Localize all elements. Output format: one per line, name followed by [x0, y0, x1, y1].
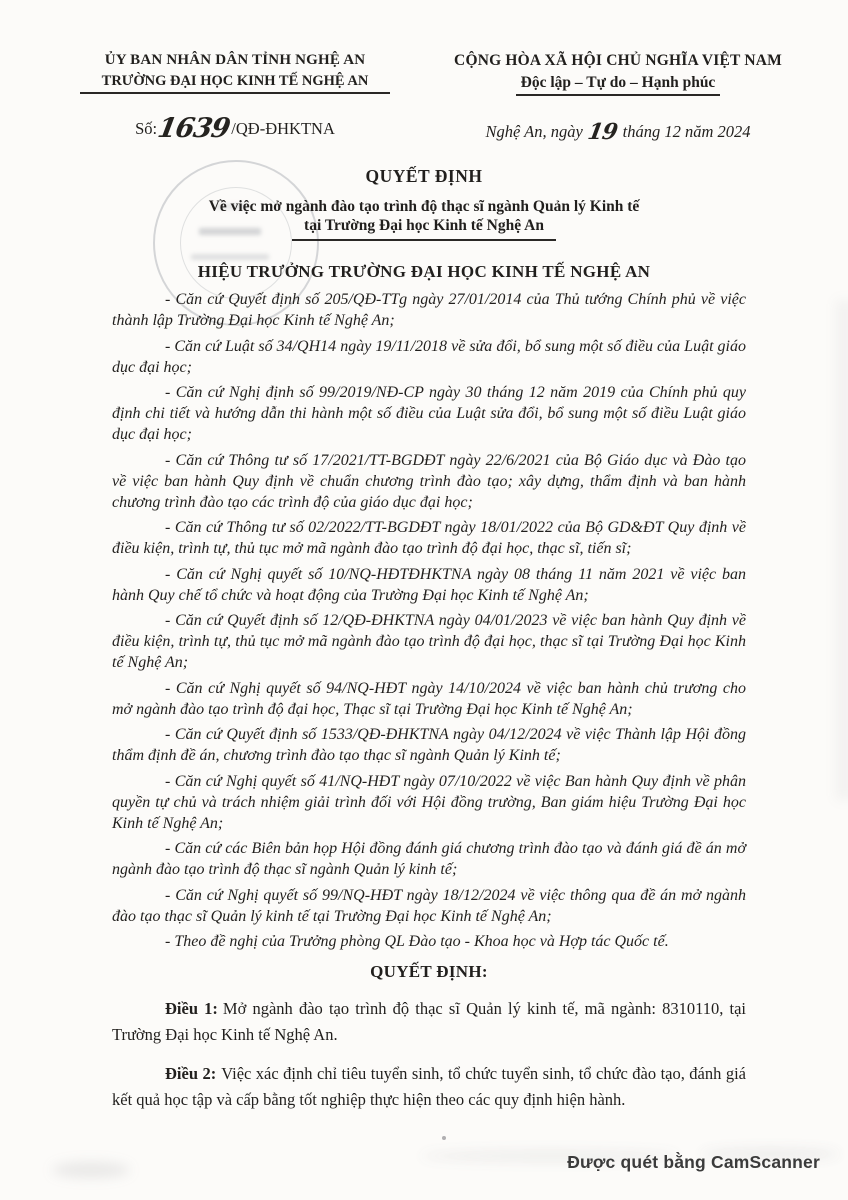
article-1-label: Điều 1:	[165, 999, 218, 1018]
recital-paragraph: - Theo đề nghị của Trưởng phòng QL Đào tạo - Khoa học và Hợp tác Quốc tế.	[165, 933, 669, 950]
recital-paragraph: - Căn cứ các Biên bản họp Hội đồng đánh giá chương trình đào tạo và đánh giá đề án mở ngành đào tạo trình độ thạc sĩ ngành Quản lý kinh tế;	[112, 840, 746, 878]
header-national-motto	[424, 52, 812, 145]
scan-shadow-smudge	[52, 1162, 130, 1178]
recital-paragraph: - Căn cứ Nghị quyết số 94/NQ-HĐT ngày 14/10/2024 về việc ban hành chủ trương cho mở ngành đào tạo trình độ đại học, Thạc sĩ tại Trường Đại học Kinh tế Nghệ An;	[112, 679, 746, 718]
article-2	[112, 1061, 746, 1112]
recital-paragraph: - Căn cứ Nghị quyết số 99/NQ-HĐT ngày 18/12/2024 về việc thông qua đề án mở ngành đào tạo thạc sĩ Quản lý kinh tế tại Trường Đại học Kinh tế Nghệ An;	[112, 886, 746, 925]
handwritten-document-number: 1639	[155, 113, 233, 144]
recital-paragraph: - Căn cứ Nghị định số 99/2019/NĐ-CP ngày 30 tháng 12 năm 2019 của Chính phủ quy định chi tiết và hướng dẫn thi hành một số điều của Luật sửa đổi, bổ sung một số điều Luật giáo dục đại học;	[112, 384, 746, 443]
number-prefix: Số:	[135, 119, 158, 138]
recital-paragraph: - Căn cứ Thông tư số 17/2021/TT-BGDĐT ngày 22/6/2021 của Bộ Giáo dục và Đào tạo về việc ban hành Quy định về chuẩn chương trình đào tạo; xây dựng, thẩm định và ban hành chương trình đào tạo các trình độ của giáo dục đại học;	[112, 451, 746, 511]
handwritten-day: 19	[585, 119, 619, 145]
date-suffix: tháng 12 năm 2024	[622, 122, 751, 141]
scan-edge-shadow	[836, 300, 848, 800]
issuer-title: HIỆU TRƯỞNG TRƯỜNG ĐẠI HỌC KINH TẾ NGHỆ AN	[197, 262, 651, 281]
article-2-text: Việc xác định chỉ tiêu tuyển sinh, tổ chức tuyển sinh, tổ chức đào tạo, đánh giá kết quả học tập và cấp bằng tốt nghiệp thực hiện theo các quy định hiện hành.	[112, 1064, 746, 1109]
authority-parent-name: ỦY BAN NHÂN DÂN TỈNH NGHỆ AN	[104, 52, 366, 68]
recital-paragraph: - Căn cứ Thông tư số 02/2022/TT-BGDĐT ngày 18/01/2022 của Bộ GD&ĐT Quy định về điều kiện, trình tự, thủ tục mở mã ngành đào tạo trình độ đại học, thạc sĩ, tiến sĩ;	[112, 519, 746, 557]
recital-paragraph: - Căn cứ Quyết định số 205/QĐ-TTg ngày 27/01/2014 của Thủ tướng Chính phủ về việc thành lập Trường Đại học Kinh tế Nghệ An;	[112, 291, 746, 329]
national-title: CỘNG HÒA XÃ HỘI CHỦ NGHĨA VIỆT NAM	[454, 52, 782, 69]
article-1	[112, 996, 746, 1047]
number-suffix: /QĐ-ĐHKTNA	[231, 119, 335, 138]
scan-speck	[442, 1136, 446, 1140]
date-prefix: Nghệ An, ngày	[485, 122, 583, 141]
place-date-line	[424, 119, 812, 145]
recital-paragraph: - Căn cứ Quyết định số 1533/QĐ-ĐHKTNA ngày 04/12/2024 về việc Thành lập Hội đồng thẩm định đề án, chương trình đào tạo thạc sĩ ngành Quản lý Kinh tế;	[112, 726, 746, 764]
camscanner-watermark: Được quét bằng CamScanner	[567, 1152, 820, 1172]
authority-name-underlined: TRƯỜNG ĐẠI HỌC KINH TẾ NGHỆ AN	[66, 73, 404, 94]
article-1-text: Mở ngành đào tạo trình độ thạc sĩ Quản lý kinh tế, mã ngành: 8310110, tại Trường Đại học Kinh tế Nghệ An.	[112, 999, 746, 1044]
document-body	[112, 289, 746, 1112]
recital-paragraph: - Căn cứ Nghị quyết số 10/NQ-HĐTĐHKTNA ngày 08 tháng 11 năm 2021 về việc ban hành Quy chế tổ chức và hoạt động của Trường Đại học Kinh tế Nghệ An;	[112, 565, 746, 604]
document-type-heading: QUYẾT ĐỊNH	[365, 166, 483, 186]
subject-line-1: Về việc mở ngành đào tạo trình độ thạc sĩ ngành Quản lý Kinh tế	[208, 198, 640, 215]
document-number-line	[66, 112, 404, 144]
recital-paragraph: - Căn cứ Quyết định số 12/QĐ-ĐHKTNA ngày 04/01/2023 về việc ban hành Quy định về điều kiện, trình tự, thủ tục mở mã ngành đào tạo trình độ đại học, thạc sĩ tại Trường Đại học Kinh tế Nghệ An;	[112, 612, 746, 671]
article-2-label: Điều 2:	[165, 1064, 217, 1083]
subject-line-2-underlined: tại Trường Đại học Kinh tế Nghệ An	[292, 217, 556, 241]
title-block	[0, 166, 848, 282]
header-issuing-authority	[66, 52, 404, 144]
motto-underlined: Độc lập – Tự do – Hạnh phúc	[424, 74, 812, 96]
recital-paragraph: - Căn cứ Luật số 34/QH14 ngày 19/11/2018 về sửa đổi, bổ sung một số điều của Luật giáo dục đại học;	[112, 337, 746, 376]
recital-paragraph: - Căn cứ Nghị quyết số 41/NQ-HĐT ngày 07/10/2022 về việc Ban hành Quy định về phân quyền tự chủ và trách nhiệm giải trình đối với Hội đồng trường, Ban giám hiệu Trường Đại học Kinh tế Nghệ An;	[112, 772, 746, 832]
decision-heading: QUYẾT ĐỊNH:	[370, 962, 488, 981]
